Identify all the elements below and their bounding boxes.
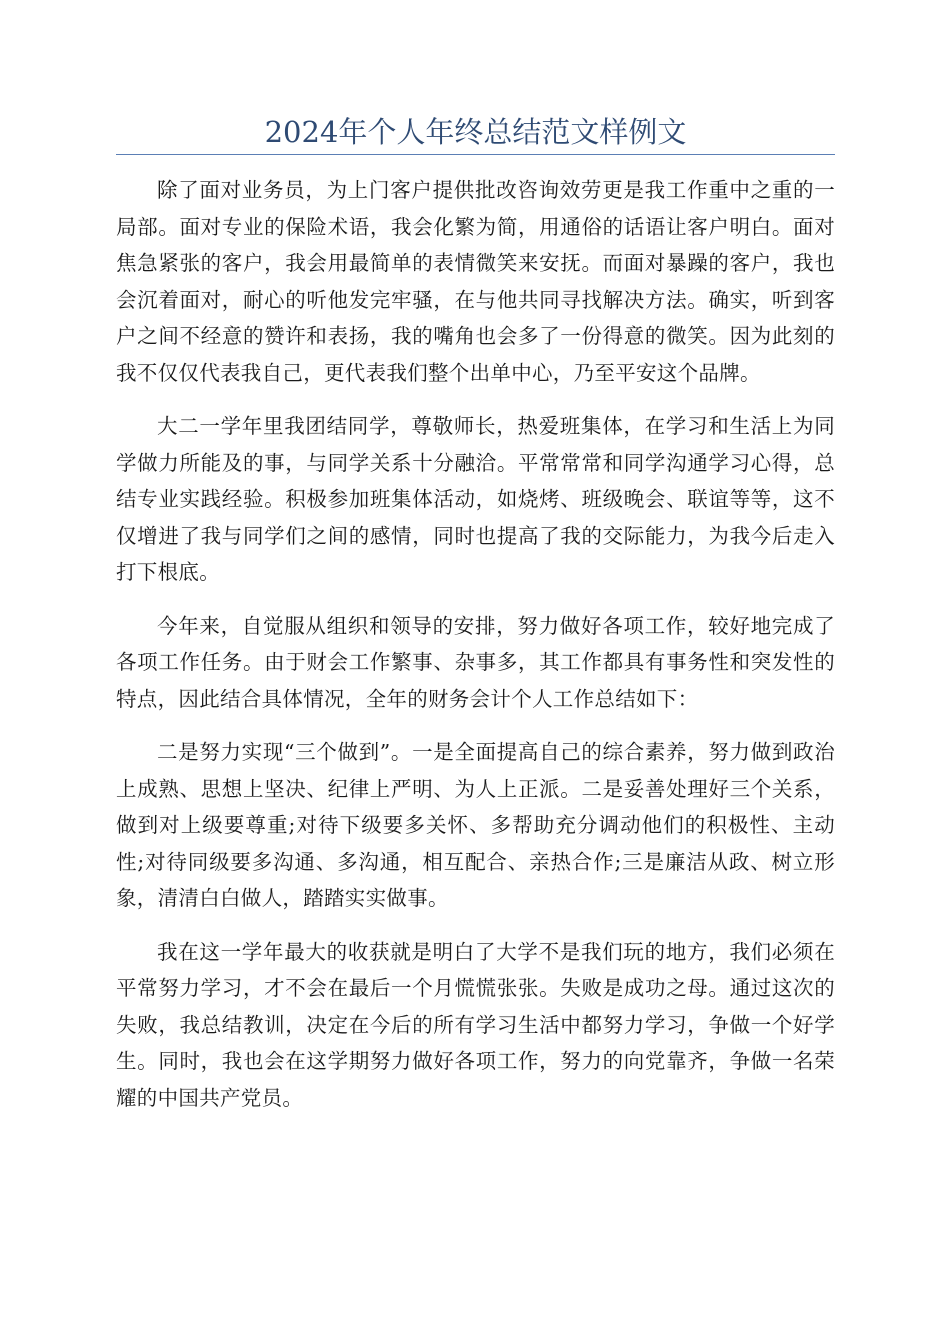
document-body [116,172,835,1133]
title-underline [116,154,835,155]
paragraph: 我在这一学年最大的收获就是明白了大学不是我们玩的地方，我们必须在平常努力学习，才不会在最后一个月慌慌张张。失败是成功之母。通过这次的失败，我总结教训，决定在今后的所有学习生活中都努力学习，争做一个好学生。同时，我也会在这学期努力做好各项工作，努力的向党靠齐，争做一名荣耀的中国共产党员。 [116,939,835,1110]
document-title: 2024年个人年终总结范文样例文 [264,115,687,149]
paragraph: 大二一学年里我团结同学，尊敬师长，热爱班集体，在学习和生活上为同学做力所能及的事，与同学关系十分融洽。平常常常和同学沟通学习心得，总结专业实践经验。积极参加班集体活动，如烧烤、班级晚会、联谊等等，这不仅增进了我与同学们之间的感情，同时也提高了我的交际能力，为我今后走入打下根底。 [116,414,835,584]
paragraph: 今年来，自觉服从组织和领导的安排，努力做好各项工作，较好地完成了各项工作任务。由于财会工作繁事、杂事多，其工作都具有事务性和突发性的特点，因此结合具体情况，全年的财务会计个人工作总结如下： [116,613,835,711]
paragraph: 二是努力实现“三个做到”。一是全面提高自己的综合素养，努力做到政治上成熟、思想上坚决、纪律上严明、为人上正派。二是妥善处理好三个关系，做到对上级要尊重;对待下级要多关怀、多帮助充分调动他们的积极性、主动性;对待同级要多沟通、多沟通，相互配合、亲热合作;三是廉洁从政、树立形象，清清白白做人，踏踏实实做事。 [116,740,835,910]
paragraph: 除了面对业务员，为上门客户提供批改咨询效劳更是我工作重中之重的一局部。面对专业的保险术语，我会化繁为简，用通俗的话语让客户明白。面对焦急紧张的客户，我会用最简单的表情微笑来安抚。而面对暴躁的客户，我也会沉着面对，耐心的听他发完牢骚，在与他共同寻找解决方法。确实，听到客户之间不经意的赞许和表扬，我的嘴角也会多了一份得意的微笑。因为此刻的我不仅仅代表我自己，更代表我们整个出单中心，乃至平安这个品牌。 [116,178,835,385]
